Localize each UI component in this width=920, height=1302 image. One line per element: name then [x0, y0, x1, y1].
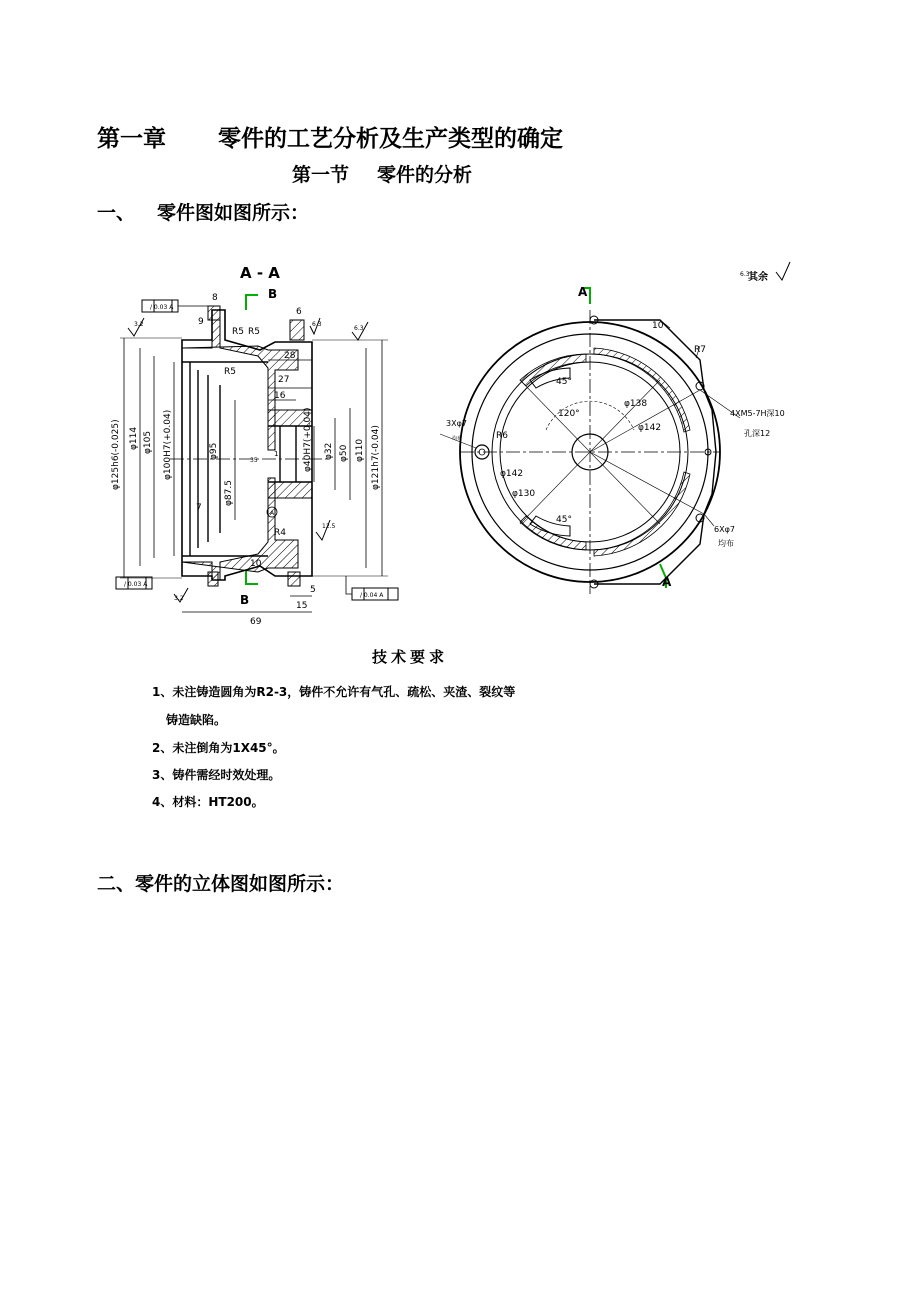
dim-27: 27 [278, 375, 290, 385]
dim-d40: φ40H7(+0.04) [303, 407, 313, 472]
angle-45-top: 45° [556, 377, 572, 387]
tech-req-1: 1、未注铸造圆角为R2-3，铸件不允许有气孔、疏松、夹渣、裂纹等 [152, 685, 516, 699]
engineering-drawing [100, 250, 820, 830]
roughness-note: 其余 [748, 272, 768, 283]
section-label: 第一节 [292, 164, 350, 186]
item-one-heading [97, 198, 309, 225]
section-title [292, 160, 472, 187]
holes6-note: 6Xφ7 [714, 525, 735, 534]
dim-d130: φ130 [512, 489, 536, 499]
dim-d110: φ110 [355, 438, 365, 462]
dim-d142b: φ142 [500, 469, 524, 479]
dim-7: 7 [196, 503, 202, 513]
dim-d125: φ125h6(-0.025) [111, 419, 121, 490]
dim-d50: φ50 [339, 444, 349, 462]
tech-req-3: 3、铸件需经时效处理。 [152, 768, 281, 782]
roughness-6: 6.3 [740, 271, 750, 278]
angle-45-bottom: 45° [556, 515, 572, 525]
holes3-eq: 均布 [452, 436, 463, 442]
dim-28: 28 [284, 351, 296, 361]
roughness-3: 6.3 [354, 325, 364, 332]
dim-16: 16 [274, 391, 286, 401]
tech-req-2: 2、未注倒角为1X45°。 [152, 741, 285, 755]
holes3-note: 3Xφ7 [446, 419, 467, 428]
dim-r7: R7 [694, 345, 706, 355]
dim-r5b: R5 [248, 327, 260, 337]
chapter-title [97, 120, 563, 153]
cut-label-b-bottom: B [240, 593, 250, 607]
tech-req-4: 4、材料：HT200。 [152, 795, 264, 809]
dim-d114: φ114 [129, 426, 139, 450]
chapter-label: 第一章 [97, 125, 166, 152]
tolerance-frame-2: / 0.03 A [124, 581, 148, 588]
dim-d87: φ87.5 [224, 480, 234, 506]
dim-6: 6 [296, 307, 302, 317]
tech-title: 技术要求 [372, 648, 449, 666]
dim-r4: R4 [274, 528, 286, 538]
dim-d100: φ100H7(+0.04) [163, 409, 173, 480]
dim-d138: φ138 [624, 399, 648, 409]
tolerance-frame-1: / 0.03 A [150, 304, 174, 311]
dim-r5c: R5 [224, 367, 236, 377]
angle-120: 120° [558, 409, 580, 419]
tech-req-1-cont: 铸造缺陷。 [166, 713, 227, 727]
cut-label-a-bottom: A [662, 575, 672, 589]
section-view-label: A - A [240, 264, 280, 282]
roughness-2: 3.2 [174, 595, 184, 602]
dim-1: 1 [274, 450, 279, 458]
front-view [440, 262, 790, 594]
dim-69: 69 [250, 617, 262, 627]
dim-9: 9 [198, 317, 204, 327]
dim-d121: φ121h7(-0.04) [371, 425, 381, 490]
dim-8: 8 [212, 293, 218, 303]
hole-depth-note: 孔深12 [744, 429, 771, 438]
dim-d142a: φ142 [638, 423, 662, 433]
technical-requirements [152, 648, 515, 809]
tolerance-frame-3: / 0.04 A [360, 592, 384, 599]
dim-10-right: 10 [652, 321, 664, 331]
dim-10: 10 [250, 559, 262, 569]
roughness-1: 3.2 [134, 321, 144, 328]
dim-r5a: R5 [232, 327, 244, 337]
dim-d32: φ32 [324, 442, 334, 460]
cut-label-a-top: A [578, 285, 588, 299]
dim-r6: R6 [496, 431, 508, 441]
roughness-5: 12.5 [322, 523, 336, 530]
cut-label-b-top: B [268, 287, 278, 301]
roughness-4: 6.3 [312, 321, 322, 328]
item-two-heading: 二、零件的立体图如图所示： [97, 873, 345, 895]
front-view-labels [446, 270, 785, 548]
dim-d105: φ105 [143, 430, 153, 454]
thread-note: 4XM5-7H深10 [730, 409, 785, 418]
dim-d95: φ95 [209, 442, 219, 460]
part-drawing [100, 250, 820, 830]
dim-35: 35 [250, 457, 258, 464]
dim-15: 15 [296, 601, 308, 611]
datum-a: A [270, 510, 275, 517]
section-heading: 零件的分析 [377, 164, 473, 186]
chapter-heading: 零件的工艺分析及生产类型的确定 [218, 125, 563, 152]
item-one-text: 零件图如图所示： [157, 202, 310, 224]
holes6-eq: 均布 [718, 539, 734, 548]
item-one-label: 一、 [97, 202, 136, 224]
cut-mark-top [246, 295, 258, 310]
dim-5: 5 [310, 585, 316, 595]
